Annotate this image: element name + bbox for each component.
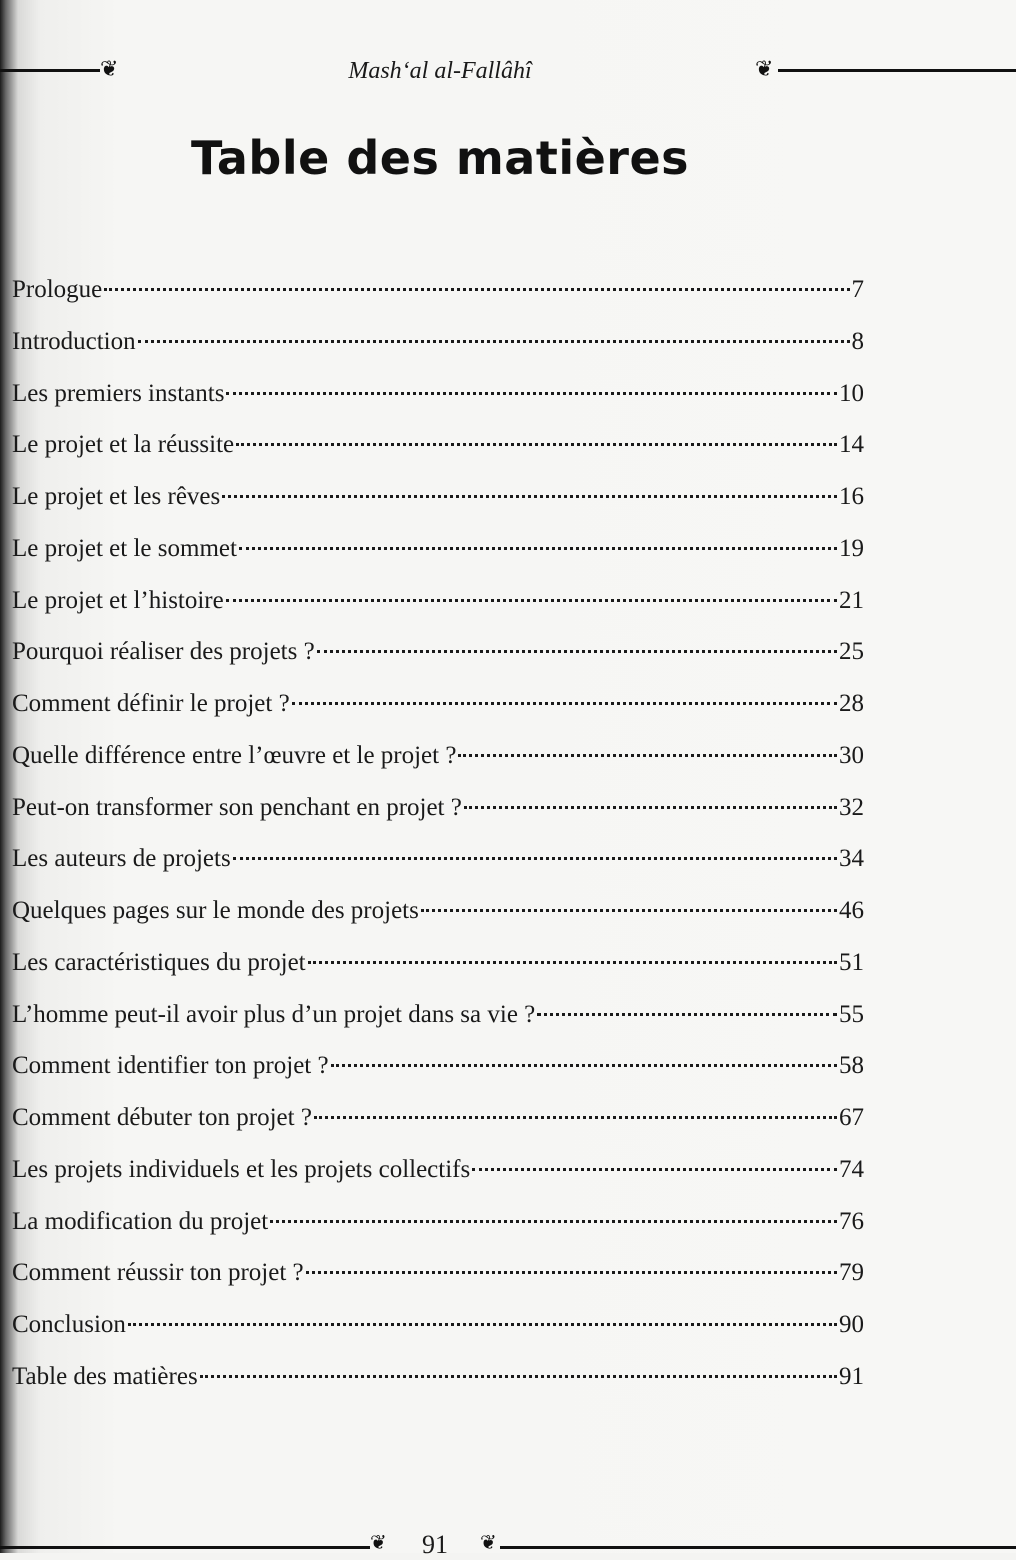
page-number: 91 bbox=[422, 1530, 448, 1559]
toc-entry-page: 10 bbox=[839, 379, 864, 407]
dot-leader bbox=[104, 284, 849, 291]
toc-entry bbox=[12, 1198, 864, 1250]
toc-entry bbox=[12, 887, 864, 939]
toc-entry-label: Le projet et l’histoire bbox=[12, 586, 224, 614]
toc-entry-page: 55 bbox=[839, 1000, 864, 1028]
toc-entry bbox=[12, 473, 864, 525]
toc-entry-page: 7 bbox=[851, 276, 864, 303]
toc-entry bbox=[12, 318, 864, 370]
dot-leader bbox=[270, 1216, 837, 1223]
toc-entry-label: Prologue bbox=[12, 276, 103, 303]
toc-entry-label: Le projet et la réussite bbox=[12, 431, 235, 459]
toc-entry-label: Les auteurs de projets bbox=[12, 845, 231, 873]
running-head: Mash‘al al-Fallâhî bbox=[348, 58, 532, 84]
toc-entry-label: Les caractéristiques du projet bbox=[12, 948, 306, 976]
dot-leader bbox=[331, 1060, 837, 1067]
toc-entry bbox=[12, 421, 864, 473]
toc-entry bbox=[12, 370, 864, 422]
toc-entry-page: 34 bbox=[839, 845, 864, 873]
toc-entry-page: 28 bbox=[839, 690, 864, 717]
dot-leader bbox=[200, 1371, 837, 1378]
toc-entry-page: 79 bbox=[839, 1259, 864, 1287]
toc-entry-page: 30 bbox=[839, 741, 864, 769]
toc-entry-page: 21 bbox=[839, 586, 864, 614]
toc-entry bbox=[12, 577, 864, 629]
table-of-contents bbox=[12, 266, 864, 1405]
footer-rule-left bbox=[0, 1546, 370, 1549]
dot-leader bbox=[128, 1319, 837, 1326]
dot-leader bbox=[236, 439, 837, 446]
toc-entry-label: Table des matières bbox=[12, 1362, 198, 1390]
toc-entry-label: Le projet et les rêves bbox=[12, 483, 221, 510]
dot-leader bbox=[308, 957, 837, 964]
toc-entry bbox=[12, 784, 864, 836]
toc-entry-page: 51 bbox=[839, 948, 864, 976]
toc-entry-page: 58 bbox=[839, 1052, 864, 1080]
ornament-icon: ❦ bbox=[755, 56, 774, 81]
toc-entry-page: 8 bbox=[851, 327, 864, 355]
dot-leader bbox=[226, 595, 837, 602]
dot-leader bbox=[239, 543, 837, 550]
toc-entry-label: Comment débuter ton projet ? bbox=[12, 1104, 312, 1131]
toc-entry bbox=[12, 628, 864, 680]
dot-leader bbox=[222, 491, 837, 498]
toc-entry-page: 16 bbox=[839, 483, 864, 510]
toc-entry bbox=[12, 1146, 864, 1198]
toc-entry-page: 76 bbox=[839, 1207, 864, 1235]
toc-entry bbox=[12, 1301, 864, 1353]
dot-leader bbox=[233, 853, 837, 860]
toc-entry-label: Conclusion bbox=[12, 1311, 126, 1338]
page-footer bbox=[0, 1528, 1016, 1559]
dot-leader bbox=[226, 388, 837, 395]
toc-entry-page: 91 bbox=[839, 1362, 864, 1390]
toc-entry-label: Quelques pages sur le monde des projets bbox=[12, 897, 419, 924]
dot-leader bbox=[317, 646, 837, 653]
toc-entry-label: Comment identifier ton projet ? bbox=[12, 1052, 329, 1080]
toc-entry bbox=[12, 835, 864, 887]
toc-entry bbox=[12, 1353, 864, 1405]
toc-entry-label: La modification du projet bbox=[12, 1207, 269, 1235]
toc-entry bbox=[12, 1249, 864, 1301]
toc-entry bbox=[12, 1042, 864, 1094]
toc-entry-label: Le projet et le sommet bbox=[12, 534, 237, 562]
toc-entry-page: 32 bbox=[839, 793, 864, 821]
toc-entry bbox=[12, 732, 864, 784]
toc-entry-label: Pourquoi réaliser des projets ? bbox=[12, 638, 315, 666]
dot-leader bbox=[464, 802, 837, 809]
toc-entry bbox=[12, 1094, 864, 1146]
toc-entry-label: Comment définir le projet ? bbox=[12, 690, 290, 717]
toc-entry-page: 90 bbox=[839, 1311, 864, 1338]
toc-entry bbox=[12, 525, 864, 577]
toc-entry-page: 25 bbox=[839, 638, 864, 666]
toc-entry bbox=[12, 939, 864, 991]
toc-entry-page: 14 bbox=[839, 431, 864, 459]
dot-leader bbox=[421, 905, 837, 912]
dot-leader bbox=[314, 1112, 837, 1119]
dot-leader bbox=[458, 750, 837, 757]
toc-entry bbox=[12, 266, 864, 318]
toc-entry-label: Comment réussir ton projet ? bbox=[12, 1259, 304, 1287]
header-rule-left bbox=[0, 69, 100, 72]
toc-entry bbox=[12, 991, 864, 1043]
footer-rule-right bbox=[500, 1546, 1016, 1549]
toc-entry-label: Introduction bbox=[12, 327, 136, 355]
dot-leader bbox=[306, 1267, 837, 1274]
ornament-icon: ❦ bbox=[480, 1532, 497, 1554]
toc-entry-page: 46 bbox=[839, 897, 864, 924]
ornament-icon: ❦ bbox=[370, 1532, 387, 1554]
header-rule-right bbox=[778, 69, 1016, 72]
toc-entry-page: 67 bbox=[839, 1104, 864, 1131]
toc-entry-label: Les premiers instants bbox=[12, 379, 225, 407]
dot-leader bbox=[537, 1009, 837, 1016]
toc-entry-label: L’homme peut-il avoir plus d’un projet dans sa vie ? bbox=[12, 1000, 536, 1028]
toc-entry-label: Peut-on transformer son penchant en projet ? bbox=[12, 793, 462, 821]
dot-leader bbox=[472, 1164, 837, 1171]
dot-leader bbox=[138, 336, 850, 343]
dot-leader bbox=[292, 698, 837, 705]
page-title: Table des matières bbox=[190, 131, 690, 185]
toc-entry-page: 19 bbox=[839, 534, 864, 562]
toc-entry-label: Quelle différence entre l’œuvre et le projet ? bbox=[12, 741, 457, 769]
toc-entry-page: 74 bbox=[839, 1155, 864, 1183]
toc-entry-label: Les projets individuels et les projets collectifs bbox=[12, 1155, 471, 1183]
ornament-icon: ❦ bbox=[100, 56, 119, 81]
toc-entry bbox=[12, 680, 864, 732]
page-header bbox=[0, 50, 1016, 90]
